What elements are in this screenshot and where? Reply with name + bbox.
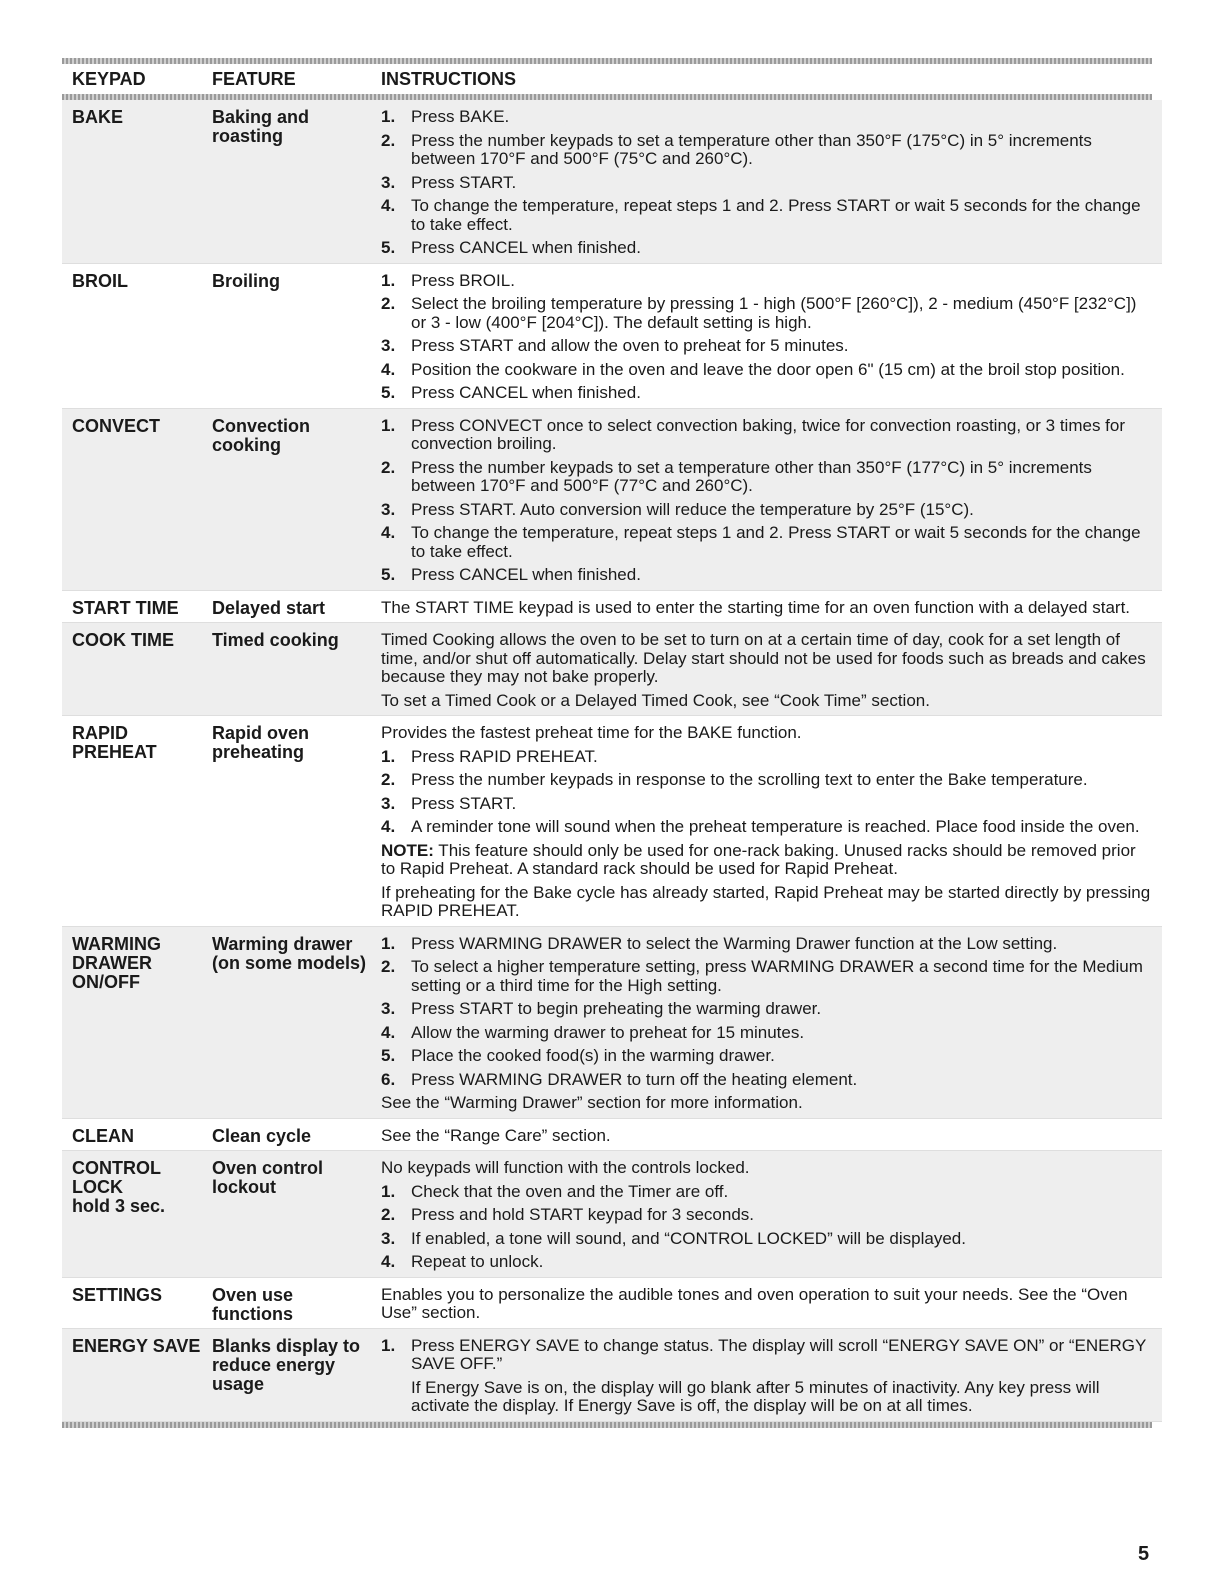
step-item	[381, 1047, 1152, 1066]
step-item	[381, 795, 1152, 814]
step-number: 3.	[381, 336, 396, 355]
feature-table	[62, 100, 1162, 1422]
keypad-label: RAPID	[72, 723, 129, 743]
feature-label: Convection	[212, 415, 311, 436]
instructions-cell	[381, 1328, 1162, 1421]
feature-label: Timed cooking	[212, 630, 339, 650]
step-item	[381, 1000, 1152, 1019]
instructions-cell	[381, 926, 1162, 1118]
instruction-text: The START TIME keypad is used to enter the starting time for an oven function with a delayed start.	[381, 597, 1131, 617]
note-text	[381, 842, 1152, 879]
feature-label: Clean cycle	[212, 1125, 312, 1146]
step-text: To change the temperature, repeat steps 1 and 2. Press START or wait 5 seconds for the change to take effect.	[411, 196, 1141, 234]
step-number: 4.	[381, 817, 396, 836]
feature-cell	[212, 1328, 381, 1421]
step-item	[381, 132, 1152, 169]
keypad-cell	[62, 623, 212, 716]
instructions-cell	[381, 1277, 1162, 1328]
step-text: To select a higher temperature setting, press WARMING DRAWER a second time for the Medium setting or a third time for the High setting.	[411, 957, 1143, 995]
step-text: Press CANCEL when finished.	[411, 238, 641, 257]
keypad-label: ON/OFF	[72, 971, 140, 992]
step-item	[381, 459, 1152, 496]
bottom-rule	[62, 1422, 1152, 1428]
feature-cell	[212, 1151, 381, 1278]
table-row	[62, 100, 1162, 263]
step-text: Press START to begin preheating the warming drawer.	[411, 999, 822, 1018]
step-number: 3.	[381, 999, 396, 1018]
step-text: To change the temperature, repeat steps 1 and 2. Press START or wait 5 seconds for the change to take effect.	[411, 523, 1141, 561]
step-number: 2.	[381, 957, 396, 976]
feature-cell	[212, 1277, 381, 1328]
step-text: Repeat to unlock.	[411, 1252, 544, 1271]
step-text: Press CANCEL when finished.	[411, 383, 641, 402]
note-body: This feature should only be used for one-rack baking. Unused racks should be removed prior to Rapid Preheat. A standard rack should be used for Rapid Preheat.	[381, 840, 1136, 878]
step-text: Press CONVECT once to select convection baking, twice for convection roasting, or 3 times for convection broiling.	[411, 415, 1125, 453]
header-keypad: KEYPAD	[72, 68, 146, 89]
step-number: 1.	[381, 746, 396, 766]
step-number: 1.	[381, 933, 396, 953]
table-row	[62, 1151, 1162, 1278]
instruction-text: To set a Timed Cook or a Delayed Timed Cook, see “Cook Time” section.	[381, 690, 930, 710]
step-item	[381, 566, 1152, 585]
step-number: 4.	[381, 359, 396, 379]
keypad-cell	[62, 263, 212, 408]
keypad-label: CONVECT	[72, 415, 161, 436]
feature-cell	[212, 263, 381, 408]
step-number: 2.	[381, 1205, 396, 1224]
step-item	[381, 1337, 1152, 1374]
step-text: Press CANCEL when finished.	[411, 565, 641, 584]
intro-text: No keypads will function with the controls locked.	[381, 1158, 750, 1177]
keypad-label: SETTINGS	[72, 1284, 163, 1305]
step-item	[381, 818, 1152, 837]
keypad-label: DRAWER	[72, 952, 152, 973]
step-number: 2.	[381, 770, 396, 789]
feature-cell	[212, 100, 381, 263]
steps-list	[381, 748, 1152, 837]
keypad-cell	[62, 590, 212, 623]
feature-label: (on some models)	[212, 952, 367, 973]
instructions-cell	[381, 590, 1162, 623]
feature-label: Oven control	[212, 1158, 324, 1178]
keypad-cell	[62, 408, 212, 590]
step-item	[381, 1071, 1152, 1090]
step-text: Press START. Auto conversion will reduce the temperature by 25°F (15°C).	[411, 499, 974, 519]
table-row	[62, 926, 1162, 1118]
step-text: Press the number keypads to set a temperature other than 350°F (177°C) in 5° increments between 170°F and 500°F (77°C and 260°C).	[411, 457, 1092, 495]
feature-label: cooking	[212, 434, 282, 455]
instruction-text: If preheating for the Bake cycle has already started, Rapid Preheat may be started directly by pressing RAPID PREHEAT.	[381, 882, 1151, 920]
intro-text: Provides the fastest preheat time for the BAKE function.	[381, 723, 802, 742]
feature-label: Delayed start	[212, 597, 326, 618]
step-item	[381, 524, 1152, 561]
keypad-label: CONTROL	[72, 1158, 161, 1178]
feature-label: Warming drawer	[212, 933, 353, 954]
table-row	[62, 1277, 1162, 1328]
feature-cell	[212, 1118, 381, 1151]
keypad-cell	[62, 1328, 212, 1421]
instruction-text: See the “Range Care” section.	[381, 1125, 611, 1145]
keypad-label: WARMING	[72, 933, 161, 954]
keypad-label: COOK TIME	[72, 630, 174, 650]
step-number: 5.	[381, 383, 396, 402]
table-row	[62, 1328, 1162, 1421]
feature-cell	[212, 623, 381, 716]
keypad-label: BAKE	[72, 107, 124, 127]
keypad-cell	[62, 1277, 212, 1328]
step-item	[381, 1230, 1152, 1249]
step-item	[381, 748, 1152, 767]
step-text: Press START.	[411, 793, 517, 813]
steps-list	[381, 1183, 1152, 1272]
step-item	[381, 501, 1152, 520]
step-item	[381, 108, 1152, 127]
step-item	[381, 174, 1152, 193]
table-row	[62, 716, 1162, 927]
instructions-cell	[381, 716, 1162, 927]
step-text: Press and hold START keypad for 3 seconds.	[411, 1205, 755, 1224]
steps-list	[381, 108, 1152, 258]
keypad-label: LOCK	[72, 1177, 123, 1197]
instructions-cell	[381, 1118, 1162, 1151]
feature-cell	[212, 408, 381, 590]
table-row	[62, 263, 1162, 408]
steps-list	[381, 1337, 1152, 1374]
step-number: 5.	[381, 565, 396, 584]
instruction-text: See the “Warming Drawer” section for more information.	[381, 1093, 803, 1112]
step-text: Press WARMING DRAWER to select the Warming Drawer function at the Low setting.	[411, 933, 1058, 953]
step-item	[381, 417, 1152, 454]
steps-list	[381, 272, 1152, 403]
header-instructions: INSTRUCTIONS	[381, 68, 516, 89]
step-number: 6.	[381, 1069, 396, 1089]
step-text: Press START.	[411, 172, 517, 192]
step-number: 4.	[381, 523, 396, 542]
step-item	[381, 1183, 1152, 1202]
step-text: If enabled, a tone will sound, and “CONTROL LOCKED” will be displayed.	[411, 1228, 966, 1248]
steps-list	[381, 417, 1152, 585]
step-text: Press START and allow the oven to preheat for 5 minutes.	[411, 336, 849, 355]
table-row	[62, 623, 1162, 716]
keypad-label: CLEAN	[72, 1125, 134, 1146]
feature-label: Blanks display to	[212, 1335, 361, 1356]
keypad-cell	[62, 1118, 212, 1151]
feature-label: Baking and	[212, 107, 310, 127]
step-text: Allow the warming drawer to preheat for 15 minutes.	[411, 1022, 805, 1042]
step-number: 1.	[381, 1181, 396, 1201]
step-text: Position the cookware in the oven and leave the door open 6" (15 cm) at the broil stop position.	[411, 359, 1125, 379]
step-text: Press WARMING DRAWER to turn off the heating element.	[411, 1069, 858, 1089]
feature-cell	[212, 926, 381, 1118]
keypad-table	[62, 58, 1152, 1428]
step-text: Place the cooked food(s) in the warming drawer.	[411, 1046, 775, 1065]
feature-cell	[212, 716, 381, 927]
header-feature: FEATURE	[212, 68, 296, 89]
step-item	[381, 1253, 1152, 1272]
instructions-cell	[381, 623, 1162, 716]
keypad-label: PREHEAT	[72, 742, 157, 762]
step-text: Check that the oven and the Timer are off.	[411, 1181, 729, 1201]
note-label: NOTE:	[381, 840, 434, 860]
step-number: 3.	[381, 1228, 396, 1248]
step-text: Select the broiling temperature by pressing 1 - high (500°F [260°C]), 2 - medium (450°F [232°C]) or 3 - low (400°F [204°C]). The default setting is high.	[411, 294, 1137, 332]
step-number: 5.	[381, 1046, 396, 1065]
step-number: 2.	[381, 457, 396, 477]
step-number: 1.	[381, 270, 396, 290]
step-item	[381, 771, 1152, 790]
step-item	[381, 1024, 1152, 1043]
step-text: Press BAKE.	[411, 107, 510, 126]
step-text: A reminder tone will sound when the preheat temperature is reached. Place food inside the oven.	[411, 817, 1140, 836]
feature-label: functions	[212, 1303, 293, 1324]
step-text: Press the number keypads in response to the scrolling text to enter the Bake temperature.	[411, 770, 1088, 789]
feature-label: roasting	[212, 126, 284, 146]
feature-label: reduce energy	[212, 1354, 336, 1375]
steps-list	[381, 935, 1152, 1090]
keypad-label: BROIL	[72, 270, 128, 291]
keypad-label: hold 3 sec.	[72, 1196, 166, 1216]
table-row	[62, 408, 1162, 590]
instructions-cell	[381, 1151, 1162, 1278]
step-number: 1.	[381, 1335, 396, 1355]
feature-label: Oven use	[212, 1284, 294, 1305]
step-number: 2.	[381, 294, 396, 313]
feature-label: Rapid oven	[212, 723, 310, 743]
keypad-cell	[62, 100, 212, 263]
feature-label: preheating	[212, 742, 305, 762]
step-text: Press ENERGY SAVE to change status. The display will scroll “ENERGY SAVE ON” or “ENERGY SAVE OFF.”	[411, 1335, 1147, 1373]
step-item	[381, 958, 1152, 995]
table-header	[62, 64, 1152, 94]
instruction-text: Timed Cooking allows the oven to be set to turn on at a certain time of day, cook for a set length of time, and/or shut off automatically. Delay start should not be used for foods such as breads and cakes because they may not bake properly.	[381, 630, 1146, 686]
instructions-cell	[381, 408, 1162, 590]
step-item	[381, 384, 1152, 403]
keypad-label: ENERGY SAVE	[72, 1335, 201, 1356]
step-item	[381, 1206, 1152, 1225]
feature-label: lockout	[212, 1177, 277, 1197]
feature-label: usage	[212, 1373, 265, 1394]
step-text: Press RAPID PREHEAT.	[411, 746, 598, 766]
table-row	[62, 590, 1162, 623]
instructions-cell	[381, 263, 1162, 408]
step-number: 5.	[381, 238, 396, 257]
step-item	[381, 239, 1152, 258]
step-number: 3.	[381, 793, 396, 813]
keypad-label: START TIME	[72, 597, 179, 618]
feature-cell	[212, 590, 381, 623]
step-number: 1.	[381, 415, 396, 435]
step-item	[381, 361, 1152, 380]
step-number: 4.	[381, 196, 396, 215]
step-number: 2.	[381, 130, 396, 150]
step-item	[381, 935, 1152, 954]
instructions-cell	[381, 100, 1162, 263]
keypad-cell	[62, 1151, 212, 1278]
indented-text: If Energy Save is on, the display will go blank after 5 minutes of inactivity. Any key press will activate the display. If Energy Save is off, the display will be on at all times.	[411, 1377, 1100, 1415]
step-number: 1.	[381, 107, 396, 126]
step-text: Press BROIL.	[411, 270, 515, 290]
step-item	[381, 337, 1152, 356]
keypad-cell	[62, 716, 212, 927]
step-number: 4.	[381, 1022, 396, 1042]
feature-label: Broiling	[212, 270, 280, 291]
step-item	[381, 197, 1152, 234]
instruction-text: Enables you to personalize the audible tones and oven operation to suit your needs. See the “Oven Use” section.	[381, 1284, 1128, 1322]
step-number: 3.	[381, 499, 396, 519]
page-number: 5	[1138, 1543, 1150, 1565]
step-item	[381, 295, 1152, 332]
step-text: Press the number keypads to set a temperature other than 350°F (175°C) in 5° increments between 170°F and 500°F (75°C and 260°C).	[411, 130, 1092, 168]
step-item	[381, 272, 1152, 291]
table-row	[62, 1118, 1162, 1151]
step-number: 3.	[381, 172, 396, 192]
step-number: 4.	[381, 1252, 396, 1271]
keypad-cell	[62, 926, 212, 1118]
